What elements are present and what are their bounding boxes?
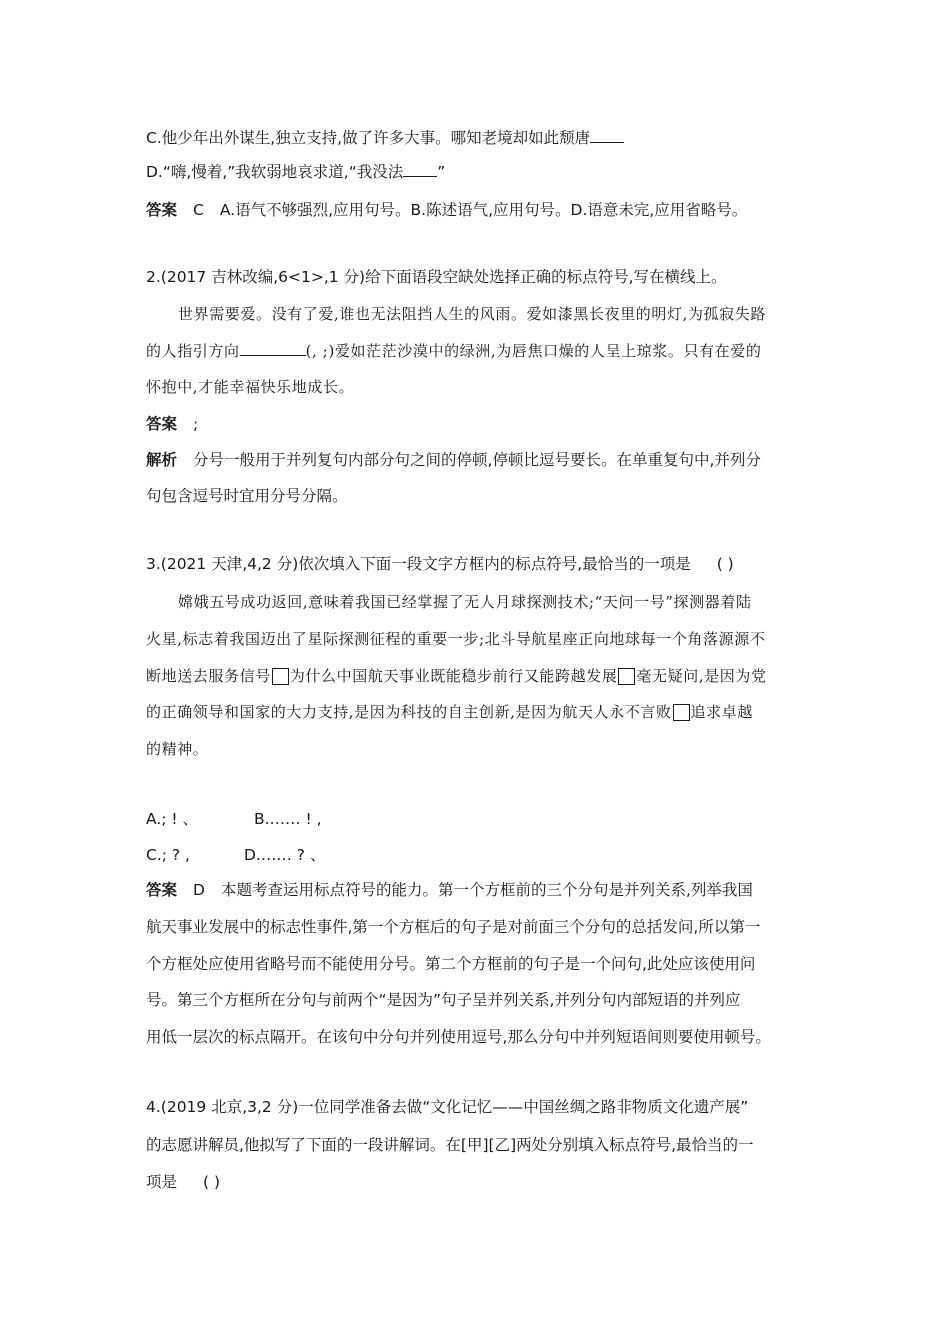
q4-answer-paren: ( ) [203, 1173, 221, 1191]
q2-analysis-line2: 句包含逗号时宜用分号分隔。 [146, 487, 348, 505]
q2-paren-options: (, ;) [305, 342, 335, 360]
q4-heading-line3 [146, 1172, 814, 1192]
q3-option-d: D.…… ? 、 [244, 846, 326, 864]
q3-options-cd [146, 845, 814, 865]
q3-box-1 [272, 668, 289, 685]
q1-answer-label: 答案 [146, 201, 178, 219]
q2-answer [146, 414, 814, 434]
q2-para-line1: 世界需要爱。没有了爱,谁也无法阻挡人生的风雨。爱如漆黑长夜里的明灯,为孤寂失路 [178, 305, 766, 323]
q2-heading: 2.(2017 吉林改编,6<1>,1 分)给下面语段空缺处选择正确的标点符号,写在横线上。 [146, 268, 727, 286]
q3-answer-line5: 用低一层次的标点隔开。在该句中分句并列使用逗号,那么分句中并列短语间则要使用顿号。 [146, 1028, 771, 1046]
q4-heading-line3-text: 项是 [146, 1173, 178, 1191]
q1-option-c [146, 128, 814, 148]
q2-analysis [146, 450, 814, 470]
q3-answer-line2: 航天事业发展中的标志性事件,第一个方框后的句子是对前面三个分句的总括发问,所以第一 [146, 918, 761, 936]
q1-answer-letter: C [193, 201, 204, 219]
q3-answer-label: 答案 [146, 881, 178, 899]
q3-para-line3-a: 断地送去服务信号 [146, 667, 271, 685]
q1-option-d-close-quote: ” [437, 163, 446, 181]
q2-answer-blank [240, 341, 306, 356]
q3-options-ab [146, 809, 814, 829]
q2-answer-text: ; [193, 415, 199, 433]
q3-para-line4-b: 追求卓越 [690, 703, 753, 721]
q3-para-line3 [146, 666, 814, 686]
q2-para-line2-end: 爱如茫茫沙漠中的绿洲,为唇焦口燥的人呈上琼浆。只有在爱的 [334, 342, 762, 360]
q2-para-line3: 怀抱中,才能幸福快乐地成长。 [146, 378, 355, 396]
q1-option-d-blank [403, 162, 437, 177]
q3-answer-letter: D [193, 881, 205, 899]
q1-option-d-text: D.“嗨,慢着,”我软弱地哀求道,“我没法 [146, 163, 404, 181]
q3-option-b: B.…… ! , [254, 810, 322, 828]
q3-para-line3-b: 为什么中国航天事业既能稳步前行又能跨越发展 [289, 667, 618, 685]
q3-para-line1: 嫦娥五号成功返回,意味着我国已经掌握了无人月球探测技术;“天问一号”探测器着陆 [178, 593, 752, 611]
q2-answer-label: 答案 [146, 415, 178, 433]
q4-heading-line2: 的志愿讲解员,他拟写了下面的一段讲解词。在[甲][乙]两处分别填入标点符号,最恰当的一 [146, 1136, 754, 1154]
q3-para-line3-c: 毫无疑问,是因为党 [636, 667, 767, 685]
q2-analysis-line1: 分号一般用于并列复句内部分句之间的停顿,停顿比逗号要长。在单重复句中,并列分 [193, 451, 761, 469]
q3-para-line5: 的精神。 [146, 740, 209, 758]
q3-box-2 [618, 668, 635, 685]
q1-option-c-text: C.他少年出外谋生,独立支持,做了许多大事。哪知老境却如此颓唐 [146, 129, 591, 147]
q3-para-line2: 火星,标志着我国迈出了星际探测征程的重要一步;北斗导航星座正向地球每一个角落源源不 [146, 630, 766, 648]
q1-option-c-blank [590, 128, 624, 143]
q3-heading [146, 554, 814, 574]
q3-para-line4-a: 的正确领导和国家的大力支持,是因为科技的自主创新,是因为航天人永不言败 [146, 703, 672, 721]
q3-para-line4 [146, 702, 814, 722]
q3-answer-line3: 个方框处应使用省略号而不能使用分号。第二个方框前的句子是一个问句,此处应该使用问 [146, 955, 756, 973]
q4-heading-line1: 4.(2019 北京,3,2 分)一位同学准备去做“文化记忆——中国丝绸之路非物质文化遗产展” [146, 1098, 749, 1116]
q2-analysis-label: 解析 [146, 451, 178, 469]
q3-heading-text: 3.(2021 天津,4,2 分)依次填入下面一段文字方框内的标点符号,最恰当的一项是 [146, 555, 691, 573]
q1-option-d [146, 162, 814, 182]
q3-option-c: C.; ? , [146, 846, 190, 864]
q3-box-3 [673, 704, 690, 721]
q3-answer-line4: 号。第三个方框所在分句与前两个“是因为”句子呈并列关系,并列分句内部短语的并列应 [146, 991, 741, 1009]
q3-option-a: A.; ! 、 [146, 810, 199, 828]
q3-answer-line1: 本题考查运用标点符号的能力。第一个方框前的三个分句是并列关系,列举我国 [220, 881, 753, 899]
q3-answer [146, 880, 814, 900]
q2-para-line2 [146, 341, 814, 361]
q3-answer-paren: ( ) [716, 555, 734, 573]
q2-para-line2-start: 的人指引方向 [146, 342, 240, 360]
q1-answer-text: A.语气不够强烈,应用句号。B.陈述语气,应用句号。D.语意未完,应用省略号。 [219, 201, 748, 219]
q1-answer [146, 200, 814, 220]
